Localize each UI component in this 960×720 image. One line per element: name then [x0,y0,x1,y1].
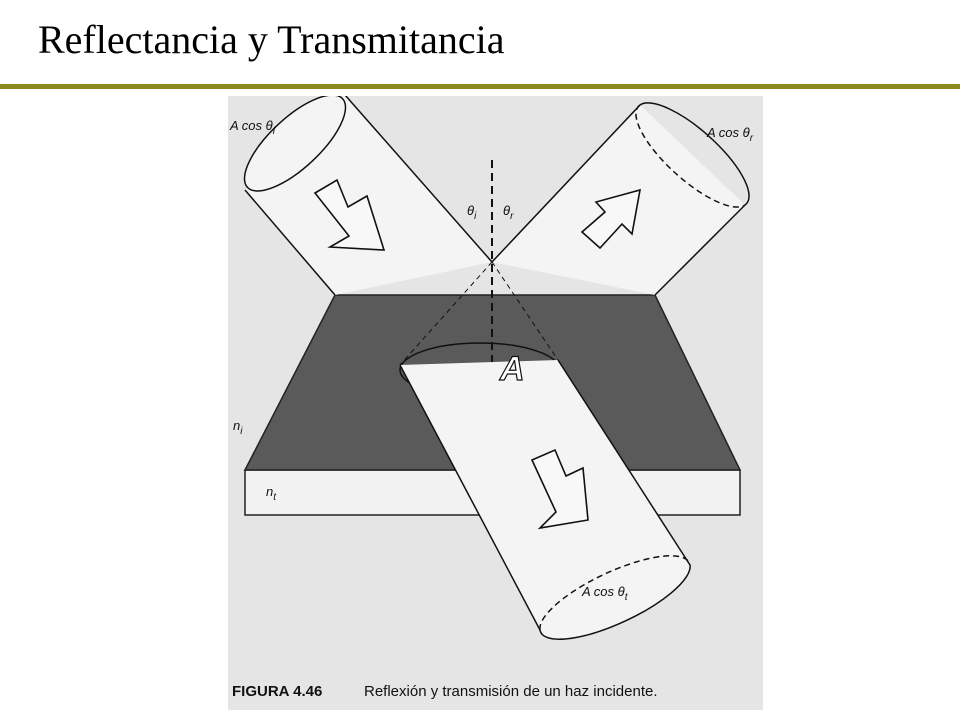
figure-number: FIGURA 4.46 [232,683,323,700]
slide-title: Reflectancia y Transmitancia [38,17,505,62]
label-n-t: $n_t$ [266,484,277,503]
label-reflected-area: A $\cos \theta_r$ [707,125,754,144]
title-divider [0,84,960,89]
label-theta-i: $\theta_i$ [467,203,477,222]
area-symbol: A [500,350,525,388]
figure-caption: Reflexión y transmisión de un haz incidente. [364,683,658,700]
beam-diagram [228,96,763,710]
label-incident-area: A $\cos \theta_i$ [230,118,275,137]
label-n-i: $n_i$ [233,418,243,437]
label-theta-r: $\theta_r$ [503,203,514,222]
label-transmitted-area: A $\cos \theta_t$ [582,584,628,603]
figure-scan [228,96,763,710]
